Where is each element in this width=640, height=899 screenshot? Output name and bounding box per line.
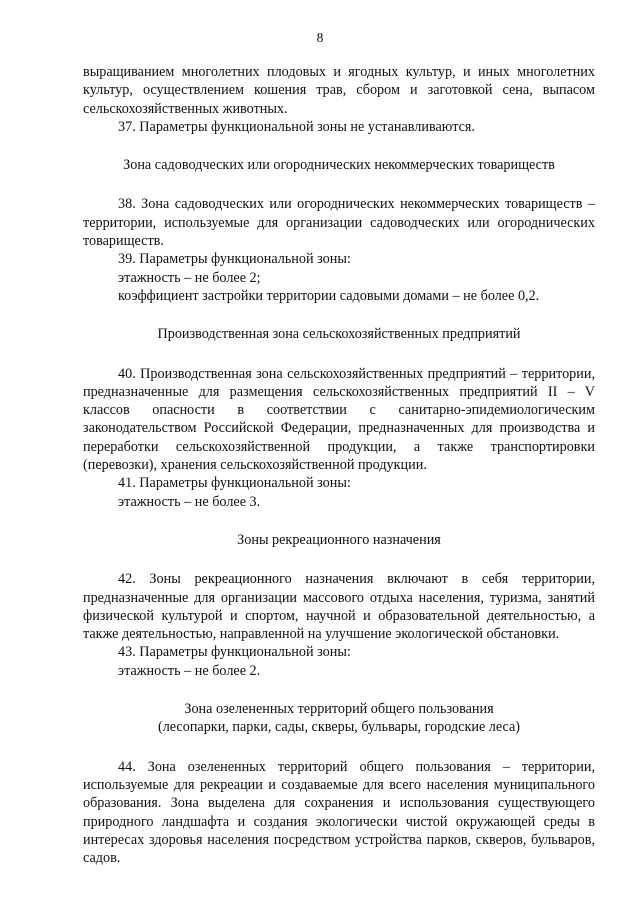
document-body [83,63,595,867]
paragraph-44: 44. Зона озелененных территорий общего пользования – территории, используемые для рекреации и создаваемые для всего населения муниципального образования. Зона выделена для сохранения и использования существующего природного ландшафта и создания экологически чистой окружающей среды в интересах здоровья населения посредством устройства парков, скверов, бульваров, садов. [83,758,595,867]
page-number: 8 [316,30,324,45]
spacer [83,511,595,531]
section-subheading-green-areas-list: (лесопарки, парки, сады, скверы, бульвары, городские леса) [157,719,521,736]
paragraph-41-floors: этажность – не более 3. [118,493,261,510]
spacer [83,344,595,365]
paragraph-43: 43. Параметры функциональной зоны: [118,644,351,661]
paragraph-39: 39. Параметры функциональной зоны: [118,251,351,268]
spacer [83,174,595,195]
section-heading-gardening-zone: Зона садоводческих или огороднических некоммерческих товариществ [123,157,555,174]
section-heading-agricultural-production-zone: Производственная зона сельскохозяйственных предприятий [157,326,521,343]
section-heading-green-areas-zone: Зона озелененных территорий общего пользования [184,701,494,718]
section-heading-recreational-zones: Зоны рекреационного назначения [237,531,441,548]
spacer [83,680,595,700]
spacer [83,305,595,325]
paragraph-43-floors: этажность – не более 2. [118,662,261,679]
spacer [83,737,595,758]
paragraph-41: 41. Параметры функциональной зоны: [118,475,351,492]
paragraph-39-coefficient: коэффициент застройки территории садовыми домами – не более 0,2. [118,287,540,304]
paragraph-36-continuation: выращиванием многолетних плодовых и ягодных культур, и иных многолетних культур, осуществлением кошения трав, сбором и заготовкой сена, выпасом сельскохозяйственных животных. [83,64,595,117]
paragraph-37: 37. Параметры функциональной зоны не устанавливаются. [118,118,475,135]
spacer [83,136,595,156]
paragraph-40: 40. Производственная зона сельскохозяйственных предприятий – территории, предназначенные для размещения сельскохозяйственных предприятий II – V классов опасности в соответствии с санитарно-эпидемиологическим законодательством Российской Федерации, предназначенных для производства и переработки сельскохозяйственной продукции, а также транспортировки (перевозки), хранения сельскохозяйственной продукции. [83,365,595,474]
paragraph-42: 42. Зоны рекреационного назначения включают в себя территории, предназначенные для организации массового отдыха населения, туризма, занятий физической культурой и спортом, научной и образовательной деятельностью, а также деятельностью, направленной на улучшение экологической обстановки. [83,571,595,643]
paragraph-39-floors: этажность – не более 2; [118,269,261,286]
paragraph-38: 38. Зона садоводческих или огороднических некоммерческих товариществ – территории, используемые для организации садоводческих или огороднических товариществ. [83,196,595,250]
spacer [83,549,595,570]
